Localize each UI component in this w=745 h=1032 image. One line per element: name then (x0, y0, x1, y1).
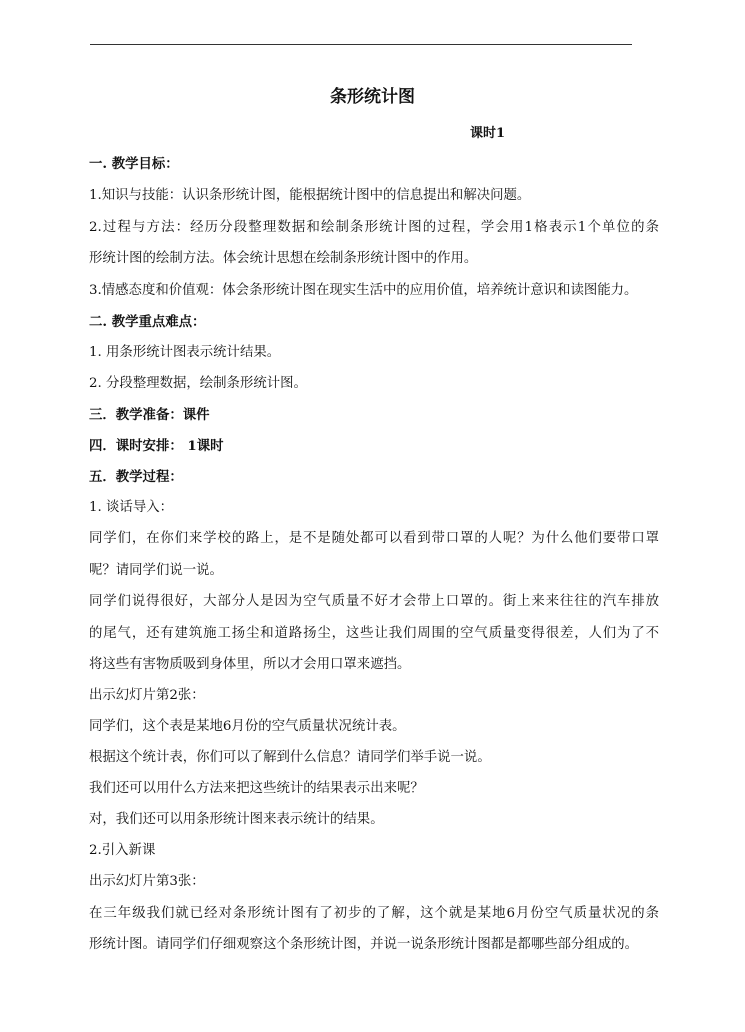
key-point-2: 2. 分段整理数据，绘制条形统计图。 (89, 376, 307, 391)
slide-reference: 出示幻灯片第2张： (89, 688, 205, 703)
document-title: 条形统计图 (330, 87, 415, 107)
paragraph-line: 根据这个统计表，你们可以了解到什么信息？请同学们举手说一说。 (89, 750, 491, 765)
step-2-heading: 2.引入新课 (89, 843, 156, 858)
paragraph-line: 对，我们还可以用条形统计图来表示统计的结果。 (89, 812, 384, 827)
objective-knowledge: 1.知识与技能：认识条形统计图，能根据统计图中的信息提出和解决问题。 (89, 188, 531, 203)
paragraph-line: 我们还可以用什么方法来把这些统计的结果表示出来呢？ (89, 781, 424, 796)
paragraph-line: 呢？请同学们说一说。 (89, 563, 223, 578)
lesson-period-label: 课时1 (470, 126, 506, 141)
paragraph-line: 在三年级我们就已经对条形统计图有了初步的了解，这个就是某地6月份空气质量状况的条 (89, 906, 659, 921)
objective-attitude: 3.情感态度和价值观：体会条形统计图在现实生活中的应用价值，培养统计意识和读图能力。 (89, 283, 638, 298)
key-point-1: 1. 用条形统计图表示统计结果。 (89, 345, 281, 360)
header-rule (90, 44, 632, 45)
paragraph-line: 同学们，这个表是某地6月份的空气质量状况统计表。 (89, 719, 406, 734)
slide-reference: 出示幻灯片第3张： (89, 874, 205, 889)
section-heading-preparation: 三．教学准备：课件 (89, 407, 210, 423)
step-1-heading: 1. 谈话导入： (89, 500, 173, 515)
paragraph-line: 的尾气，还有建筑施工扬尘和道路扬尘，这些让我们周围的空气质量变得很差，人们为了不 (89, 626, 659, 641)
objective-process: 2.过程与方法：经历分段整理数据和绘制条形统计图的过程，学会用1格表示1个单位的条 (89, 220, 659, 235)
section-heading-objectives: 一. 教学目标： (89, 156, 179, 172)
paragraph-line: 同学们，在你们来学校的路上，是不是随处都可以看到带口罩的人呢？为什么他们要带口罩 (89, 531, 659, 546)
objective-process-cont: 形统计图的绘制方法。体会统计思想在绘制条形统计图中的作用。 (89, 251, 478, 266)
section-heading-process: 五．教学过程： (89, 469, 183, 485)
section-heading-key-points: 二. 教学重点难点： (89, 314, 206, 330)
section-heading-schedule: 四．课时安排： 1课时 (89, 438, 224, 454)
paragraph-line: 同学们说得很好，大部分人是因为空气质量不好才会带上口罩的。街上来来往往的汽车排放 (89, 594, 659, 609)
paragraph-line: 形统计图。请同学们仔细观察这个条形统计图，并说一说条形统计图都是都哪些部分组成的。 (89, 937, 639, 952)
paragraph-line: 将这些有害物质吸到身体里，所以才会用口罩来遮挡。 (89, 657, 411, 672)
